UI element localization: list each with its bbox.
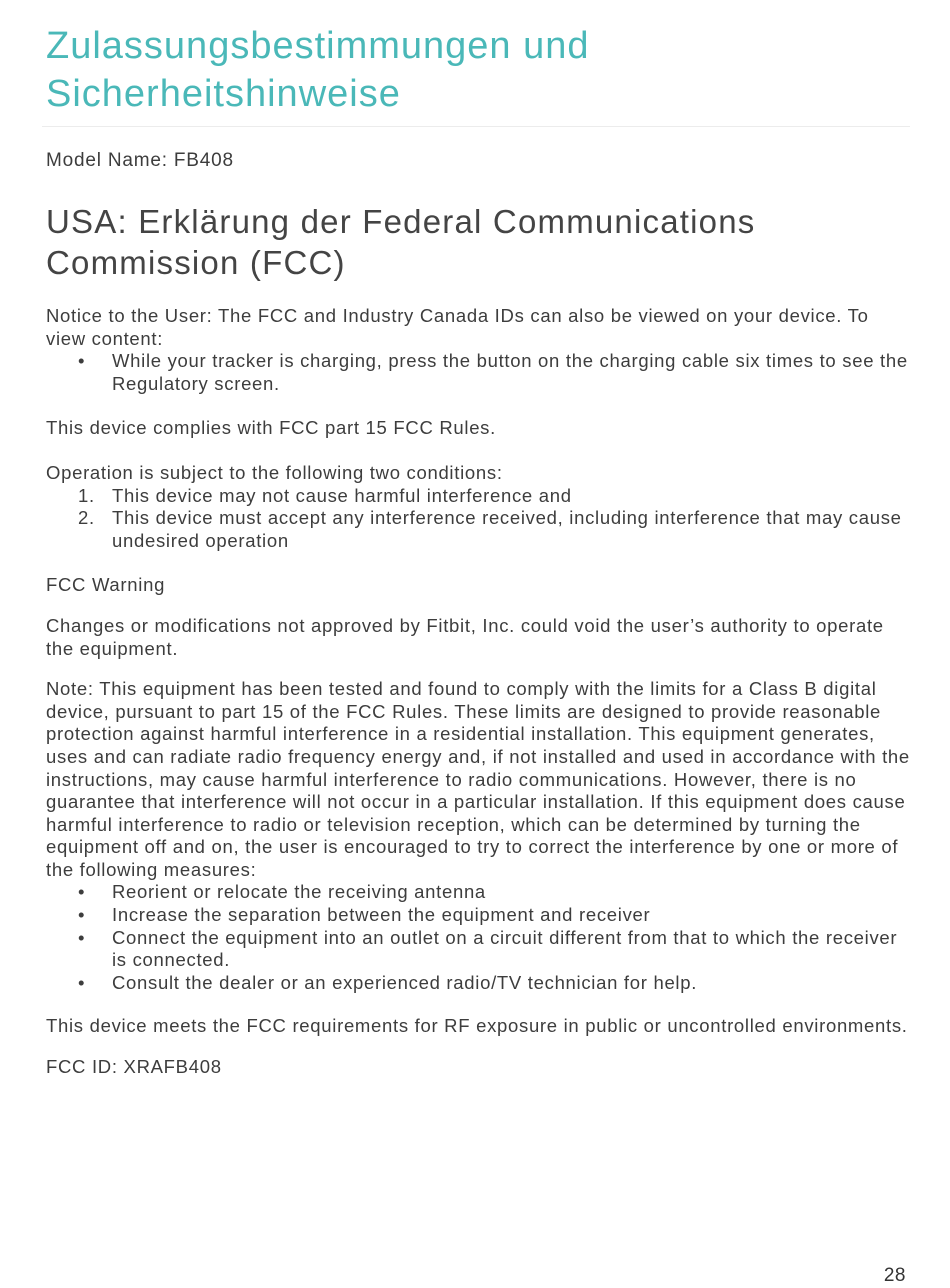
- bullet-icon: •: [78, 881, 86, 903]
- bullet-icon: •: [78, 926, 86, 948]
- list-item-text: Reorient or relocate the receiving antenna: [112, 881, 486, 903]
- list-item-text: Consult the dealer or an experienced radio/TV technician for help.: [112, 971, 698, 993]
- list-item-text: While your tracker is charging, press the button on the charging cable six times to see the Regulatory screen.: [112, 350, 908, 394]
- changes-paragraph: Changes or modifications not approved by Fitbit, Inc. could void the user’s authority to operate the equipment.: [46, 614, 884, 659]
- document-page: [46, 22, 910, 1079]
- bullet-icon: •: [78, 971, 86, 993]
- fcc-id: FCC ID: XRAFB408: [46, 1056, 222, 1078]
- conditions-intro: Operation is subject to the following two conditions:: [46, 461, 503, 483]
- bullet-icon: •: [78, 350, 86, 372]
- list-item: [46, 881, 910, 904]
- rf-exposure-paragraph: This device meets the FCC requirements for RF exposure in public or uncontrolled environments.: [46, 1015, 908, 1037]
- list-item: [46, 927, 910, 972]
- list-number: 2.: [78, 507, 95, 529]
- notice-paragraph: Notice to the User: The FCC and Industry Canada IDs can also be viewed on your device. To view content:: [46, 305, 869, 349]
- complies-paragraph: This device complies with FCC part 15 FCC Rules.: [46, 417, 496, 439]
- bullet-icon: •: [78, 904, 86, 926]
- notice-bullet-list: [46, 350, 910, 395]
- list-item: [46, 485, 910, 508]
- measures-list: [46, 881, 910, 994]
- document-title: [46, 22, 910, 126]
- fcc-warning-heading: FCC Warning: [46, 574, 166, 596]
- list-item: [46, 904, 910, 927]
- list-item: [46, 350, 910, 395]
- section-heading-line-1: USA: Erklärung der Federal Communications: [46, 203, 756, 240]
- list-item-text: This device must accept any interference received, including interference that may cause undesired operation: [112, 507, 902, 551]
- document-title-line-2: Sicherheitshinweise: [46, 73, 401, 115]
- list-item: [46, 507, 910, 552]
- conditions-list: [46, 485, 910, 553]
- list-item-text: Connect the equipment into an outlet on a circuit different from that to which the receiver is connected.: [112, 926, 898, 971]
- document-title-line-1: Zulassungsbestimmungen und: [46, 25, 590, 67]
- model-name: Model Name: FB408: [46, 150, 234, 171]
- page-number: 28: [883, 1265, 906, 1286]
- list-item-text: Increase the separation between the equipment and receiver: [112, 904, 651, 926]
- list-number: 1.: [78, 484, 95, 506]
- note-paragraph: Note: This equipment has been tested and found to comply with the limits for a Class B digital device, pursuant to part 15 of the FCC Rules. These limits are designed to provide reasonable protection against harmful interference in a residential installation. This equipment generates, uses and can radiate radio frequency energy and, if not installed and used in accordance with the instructions, may cause harmful interference to radio communications. However, there is no guarantee that interference will not occur in a particular installation. If this equipment does cause harmful interference to radio or television reception, which can be determined by turning the equipment off and on, the user is encouraged to try to correct the interference by one or more of the following measures:: [46, 678, 910, 880]
- list-item: [46, 972, 910, 995]
- title-divider: [42, 126, 910, 127]
- section-heading-line-2: Commission (FCC): [46, 244, 346, 281]
- list-item-text: This device may not cause harmful interference and: [112, 484, 572, 506]
- section-heading: [46, 201, 910, 283]
